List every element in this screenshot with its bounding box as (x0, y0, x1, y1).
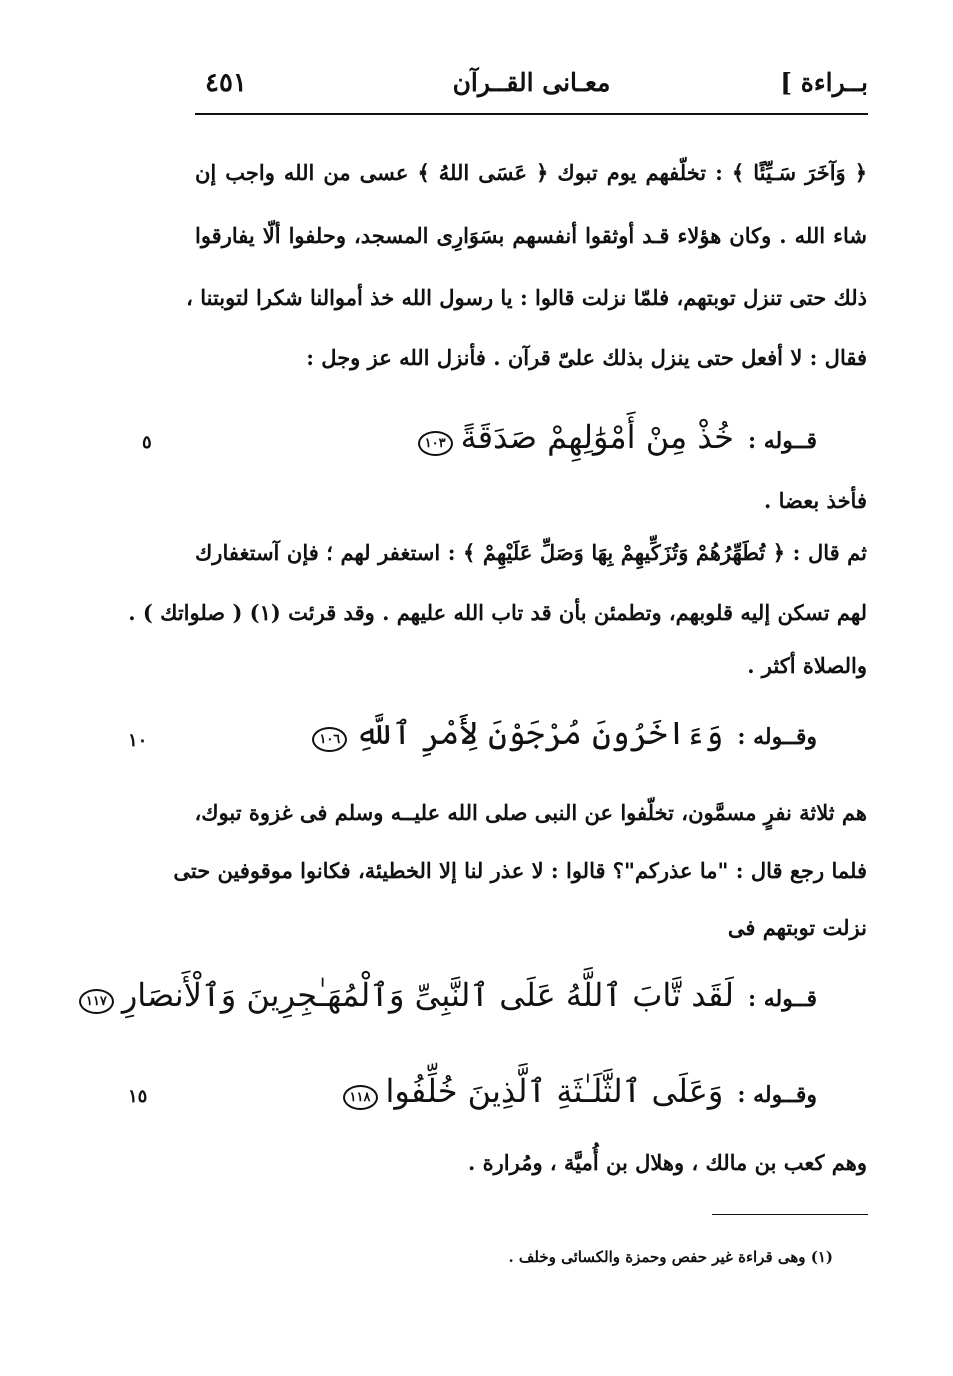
verse-number: ١١٧ (79, 989, 114, 1014)
text-line: وهم كعب بن مالك ، وهلال بن أُميَّة ، ومُرارة . (468, 1150, 867, 1175)
verse-number: ١٠٦ (312, 727, 347, 752)
quran-verse-118 (180, 1072, 817, 1110)
line-number-10: ١٠ (128, 730, 148, 751)
text-line: نزلت توبتهم فى (727, 915, 867, 940)
chapter-title: بــراءة ] (780, 68, 868, 97)
text-line: ذلك حتى تنزل توبتهم، فلمّا نزلت قالوا : يا رسول الله خذ أموالنا شكرا لتوبتنا ، (186, 285, 867, 310)
text-line: لهم تسكن إليه قلوبهم، وتطمئن بأن قد تاب الله عليهم . وقد قرئت (١) ( صلواتك ) . (128, 600, 867, 625)
verse-label: قــوله : (747, 986, 817, 1012)
text-line: والصلاة أكثر . (747, 653, 867, 678)
header-divider (195, 113, 868, 115)
footnote: (١) وهى قراءة غير حفص وحمزة والكسائى وخلف . (508, 1248, 833, 1266)
verse-label: قــوله : (747, 428, 817, 454)
verse-text: خُذْ مِنْ أَمْوَٰلِهِمْ صَدَقَةً (460, 418, 734, 456)
text-line: فلما رجع قال : "ما عذركم"؟ قالوا : لا عذر لنا إلا الخطيئة، فكانوا موقوفين حتى (173, 858, 867, 883)
quran-verse-103 (180, 418, 817, 456)
verse-label: وقــوله : (737, 724, 817, 750)
verse-text: وَعَلَى ٱلثَّلَـٰثَةِ ٱلَّذِينَ خُلِّفُوا (385, 1072, 724, 1110)
line-number-5: ٥ (142, 432, 152, 453)
quran-verse-106 (180, 714, 817, 752)
page-header (195, 60, 868, 110)
text-line: هم ثلاثة نفرٍ مسمَّون، تخلّفوا عن النبى صلى الله عليــه وسلم فى غزوة تبوك، (194, 800, 867, 825)
quran-verse-117 (85, 976, 817, 1014)
verse-number: ١٠٣ (418, 431, 453, 456)
verse-label: وقــوله : (737, 1082, 817, 1108)
verse-text: لَقَد تَّابَ ٱللَّهُ عَلَى ٱلنَّبِىِّ وَٱلْمُهَـٰجِرِينَ وَٱلْأَنصَارِ (121, 976, 734, 1014)
book-title: معـانى القــرآن (452, 68, 611, 97)
verse-number: ١١٨ (343, 1085, 378, 1110)
text-line: فقال : لا أفعل حتى ينزل بذلك علىّ قرآن . فأنزل الله عز وجل : (306, 345, 867, 370)
page-number: ٤٥١ (205, 68, 247, 98)
footnote-divider (712, 1214, 868, 1215)
line-number-15: ١٥ (128, 1086, 148, 1107)
text-line: شاء الله . وكان هؤلاء قـد أوثقوا أنفسهم بسَوَارِى المسجد، وحلفوا ألّا يفارقوا (195, 223, 867, 248)
verse-text: وَءَاخَرُونَ مُرْجَوْنَ لِأَمْرِ ٱللَّهِ (355, 714, 724, 752)
text-line: فأخذ بعضا . (764, 488, 867, 513)
text-line: ﴿ وَآخَرَ سَـيِّئًا ﴾ : تخلّفهم يوم تبوك ﴿ عَسَى اللهُ ﴾ عسى من الله واجب إن (195, 160, 867, 185)
text-line: ثم قال : ﴿ تُطَهِّرُهُمْ وَتُزَكِّيهِمْ بِهَا وَصَلِّ عَلَيْهِمْ ﴾ : استغفر لهم ؛ فإن آستغفارك (195, 540, 867, 565)
